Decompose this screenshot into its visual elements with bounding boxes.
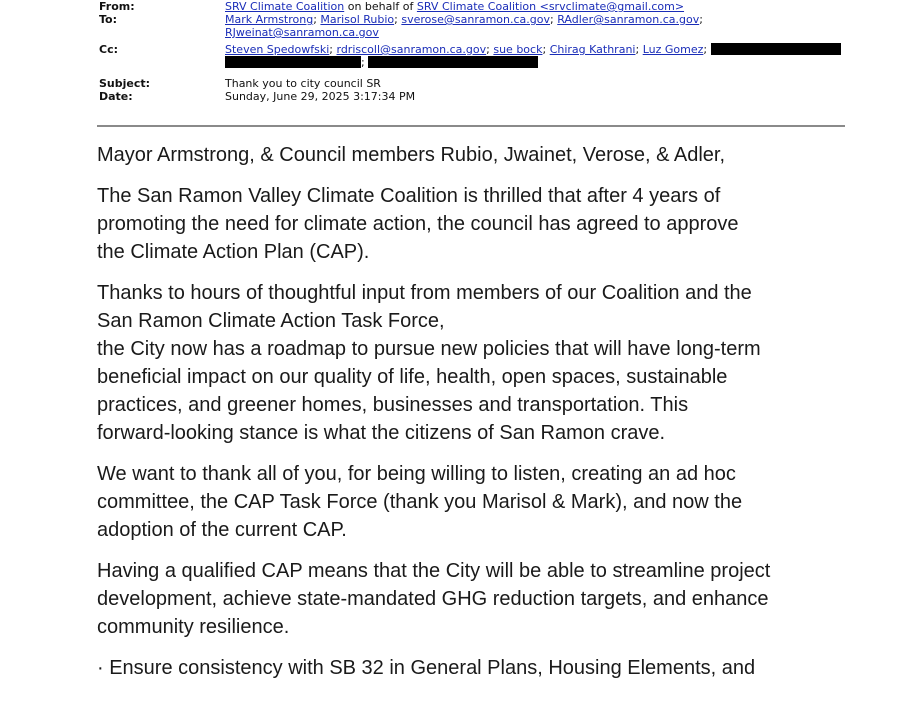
- to-recipient-link[interactable]: Mark Armstrong: [225, 13, 314, 26]
- to-row: [99, 13, 845, 39]
- subject-label: Subject:: [99, 77, 151, 90]
- body-line: practices, and greener homes, businesses and transportation. This: [97, 394, 689, 416]
- sender-link[interactable]: SRV Climate Coalition: [225, 0, 345, 13]
- from-value: [225, 0, 845, 13]
- behalf-link[interactable]: SRV Climate Coalition <srvclimate@gmail.com>: [416, 0, 685, 13]
- to-value: [225, 13, 845, 39]
- to-recipient-link[interactable]: sverose@sanramon.ca.gov: [401, 13, 551, 26]
- separator: ;: [550, 13, 554, 26]
- body-line: The San Ramon Valley Climate Coalition is thrilled that after 4 years of: [97, 185, 721, 207]
- from-row: [99, 0, 845, 13]
- separator: ;: [542, 43, 547, 56]
- body-line: the City now has a roadmap to pursue new policies that will have long-term: [97, 338, 761, 360]
- greeting: Mayor Armstrong, & Council members Rubio, Jwainet, Verose, & Adler,: [97, 144, 726, 166]
- body-line: beneficial impact on our quality of life, health, open spaces, sustainable: [97, 366, 728, 388]
- from-label: From:: [99, 0, 135, 13]
- on-behalf-text: on behalf of: [344, 0, 417, 13]
- body-line: We want to thank all of you, for being willing to listen, creating an ad hoc: [97, 463, 736, 485]
- header-divider: [97, 125, 845, 127]
- email-header: [99, 0, 845, 103]
- cc-value: [225, 43, 845, 69]
- body-line: adoption of the current CAP.: [97, 519, 347, 541]
- separator: ;: [635, 43, 640, 56]
- subject-value: Thank you to city council SR: [225, 77, 381, 90]
- redaction-box: [711, 43, 841, 55]
- separator: ;: [361, 56, 365, 69]
- to-recipient-link[interactable]: RAdler@sanramon.ca.gov: [557, 13, 700, 26]
- separator: ;: [329, 43, 333, 56]
- redaction-box: [368, 56, 538, 68]
- body-line: the Climate Action Plan (CAP).: [97, 241, 370, 263]
- subject-row: [99, 77, 845, 90]
- to-recipient-link[interactable]: RJweinat@sanramon.ca.gov: [225, 26, 379, 39]
- body-line: San Ramon Climate Action Task Force,: [97, 310, 445, 332]
- cc-recipient-link[interactable]: Luz Gomez: [642, 43, 704, 56]
- cc-recipient-link[interactable]: Steven Spedowfski: [225, 43, 330, 56]
- body-line: committee, the CAP Task Force (thank you Marisol & Mark), and now the: [97, 491, 743, 513]
- body-line: Having a qualified CAP means that the City will be able to streamline project: [97, 560, 771, 582]
- date-label: Date:: [99, 90, 133, 103]
- body-line: community resilience.: [97, 616, 290, 638]
- body-line: development, achieve state-mandated GHG reduction targets, and enhance: [97, 588, 769, 610]
- separator: ;: [699, 13, 703, 26]
- cc-recipient-link[interactable]: Chirag Kathrani: [549, 43, 636, 56]
- body-line: Thanks to hours of thoughtful input from members of our Coalition and the: [97, 282, 752, 304]
- bullet-line: · Ensure consistency with SB 32 in General Plans, Housing Elements, and: [97, 657, 756, 679]
- email-body: [97, 141, 857, 682]
- to-label: To:: [99, 13, 117, 26]
- body-line: forward-looking stance is what the citizens of San Ramon crave.: [97, 422, 666, 444]
- redaction-box: [225, 56, 361, 68]
- date-value: Sunday, June 29, 2025 3:17:34 PM: [225, 90, 416, 103]
- cc-recipient-link[interactable]: rdriscoll@sanramon.ca.gov: [336, 43, 487, 56]
- body-line: promoting the need for climate action, the council has agreed to approve: [97, 213, 739, 235]
- to-recipient-link[interactable]: Marisol Rubio: [320, 13, 395, 26]
- separator: ;: [486, 43, 490, 56]
- cc-row: [99, 43, 845, 69]
- separator: ;: [394, 13, 398, 26]
- cc-label: Cc:: [99, 43, 118, 56]
- date-row: [99, 90, 845, 103]
- cc-recipient-link[interactable]: sue bock: [493, 43, 543, 56]
- separator: ;: [313, 13, 317, 26]
- separator: ;: [703, 43, 708, 56]
